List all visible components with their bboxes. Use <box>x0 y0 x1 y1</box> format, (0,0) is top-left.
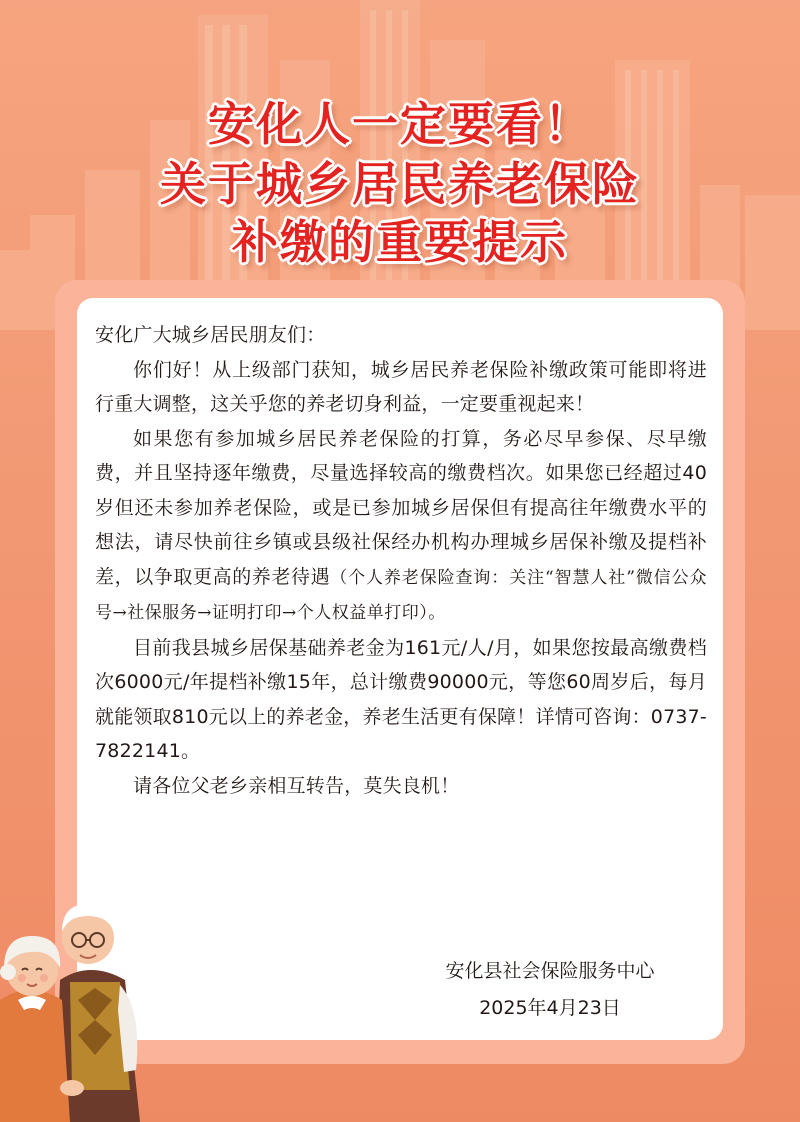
letter-paragraph-2-text: 如果您有参加城乡居民养老保险的打算，务必尽早参保、尽早缴费，并且坚持逐年缴费，尽量选择较高的缴费档次。如果您已经超过40岁但还未参加养老保险，或是已参加城乡居保但有提高往年缴费水平的想法，请尽快前往乡镇或县级社保经办机构办理城乡居保补缴及提档补差，以争取更高的养老待遇 <box>95 427 707 588</box>
page-title-line-3: 补缴的重要提示 <box>232 215 568 269</box>
page-title-line-2: 关于城乡居民养老保险 <box>160 157 640 211</box>
signature-organization: 安化县社会保险服务中心 <box>445 960 655 982</box>
letter-paragraph-2-note: （个人养老保险查询：关注“智慧人社”微信公众号→社保服务→证明打印→个人权益单打印）。 <box>95 567 707 623</box>
signature-date: 2025年4月23日 <box>479 997 621 1019</box>
page-title-line-1: 安化人一定要看！ <box>208 97 592 151</box>
letter-paragraph-3: 目前我县城乡居保基础养老金为161元/人/月，如果您按最高缴费档次6000元/年提档补缴15年，总计缴费90000元，等您60周岁后，每月就能领取810元以上的养老金，养老生活更有保障！详情可咨询：0737-7822141。 <box>95 636 707 762</box>
letter-greeting: 安化广大城乡居民朋友们： <box>95 324 326 346</box>
letter-paragraph-1: 你们好！从上级部门获知，城乡居民养老保险补缴政策可能即将进行重大调整，这关乎您的养老切身利益，一定要重视起来！ <box>95 358 707 415</box>
letter-paragraph-4: 请各位父老乡亲相互转告，莫失良机！ <box>133 774 460 797</box>
letter-paragraph-2 <box>95 422 707 631</box>
elderly-couple-illustration <box>0 860 150 1122</box>
letter-body <box>95 318 707 803</box>
